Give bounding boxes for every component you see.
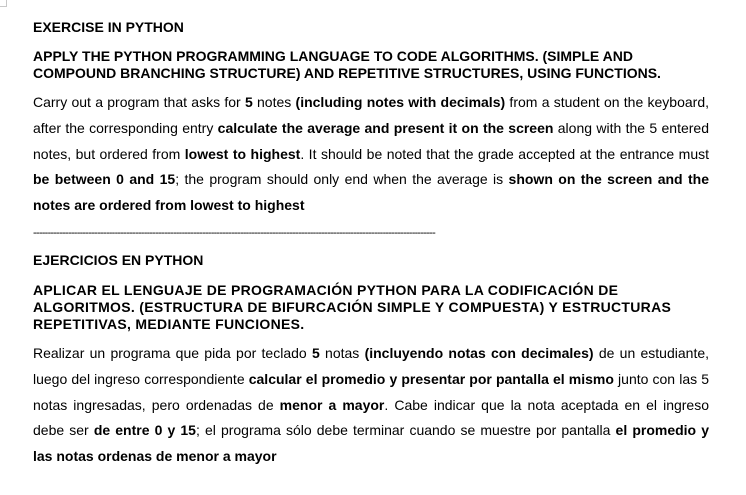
text-segment: Carry out a program that asks for (33, 94, 245, 110)
english-body (33, 90, 709, 219)
text-segment: . Cabe indicar que la nota aceptada en el ingreso debe ser (33, 396, 709, 439)
text-segment: ; el programa sólo debe terminar cuando se muestre por pantalla (195, 422, 616, 439)
text-segment: . It should be noted that the grade accepted at the entrance must (300, 145, 710, 162)
text-segment: notas (319, 345, 365, 361)
text-segment: from a student on the keyboard, after the corresponding entry (33, 94, 709, 136)
bold-text-segment: calculate the average and present it on the screen (217, 119, 554, 136)
bold-text-segment: be between 0 and 15 (33, 171, 176, 188)
bold-text-segment: shown on the screen and the notes are ordered from lowest to highest (33, 171, 709, 214)
text-segment: ; the program should only end when the average is (175, 171, 509, 188)
section-separator: ------------------------------------------------------------------------------------------------------------------------------------------ (33, 227, 436, 239)
bold-text-segment: (including notes with decimals) (295, 94, 506, 110)
spanish-title: APLICAR EL LENGUAJE DE PROGRAMACIÓN PYTHON PARA LA CODIFICACIÓN DE ALGORITMOS. (ESTRUCTURA DE BIFURCACIÓN SIMPLE Y COMPUESTA) Y ESTRUCTURAS REPETITIVAS, MEDIANTE FUNCIONES. (33, 282, 672, 332)
bold-text-segment: (incluyendo notas con decimales) (364, 345, 594, 361)
bold-text-segment: el promedio y las notas ordenas de menor a mayor (33, 422, 709, 465)
page-corner-mark (0, 0, 7, 7)
bold-text-segment: calcular el promedio y presentar por pantalla el mismo (248, 370, 614, 387)
text-segment: along with the 5 entered notes, but ordered from (33, 119, 709, 162)
spanish-heading: EJERCICIOS EN PYTHON (33, 252, 204, 268)
text-segment: de un estudiante, luego del ingreso correspondiente (33, 345, 710, 387)
bold-text-segment: de entre 0 y 15 (93, 422, 196, 439)
text-segment: junto con las 5 notas ingresadas, pero ordenadas de (33, 370, 710, 413)
english-heading: EXERCISE IN PYTHON (33, 19, 184, 35)
english-title: APPLY THE PYTHON PROGRAMMING LANGUAGE TO CODE ALGORITHMS. (SIMPLE AND COMPOUND BRANCHING STRUCTURE) AND REPETITIVE STRUCTURES, USING FUNCTIONS. (33, 48, 661, 81)
bold-text-segment: lowest to highest (184, 145, 301, 162)
bold-text-segment: menor a mayor (279, 396, 385, 413)
text-segment: notes (252, 94, 296, 110)
spanish-body (33, 341, 709, 470)
bold-text-segment: 5 (311, 345, 320, 361)
bold-text-segment: 5 (244, 94, 253, 110)
text-segment: Realizar un programa que pida por teclado (33, 345, 312, 361)
